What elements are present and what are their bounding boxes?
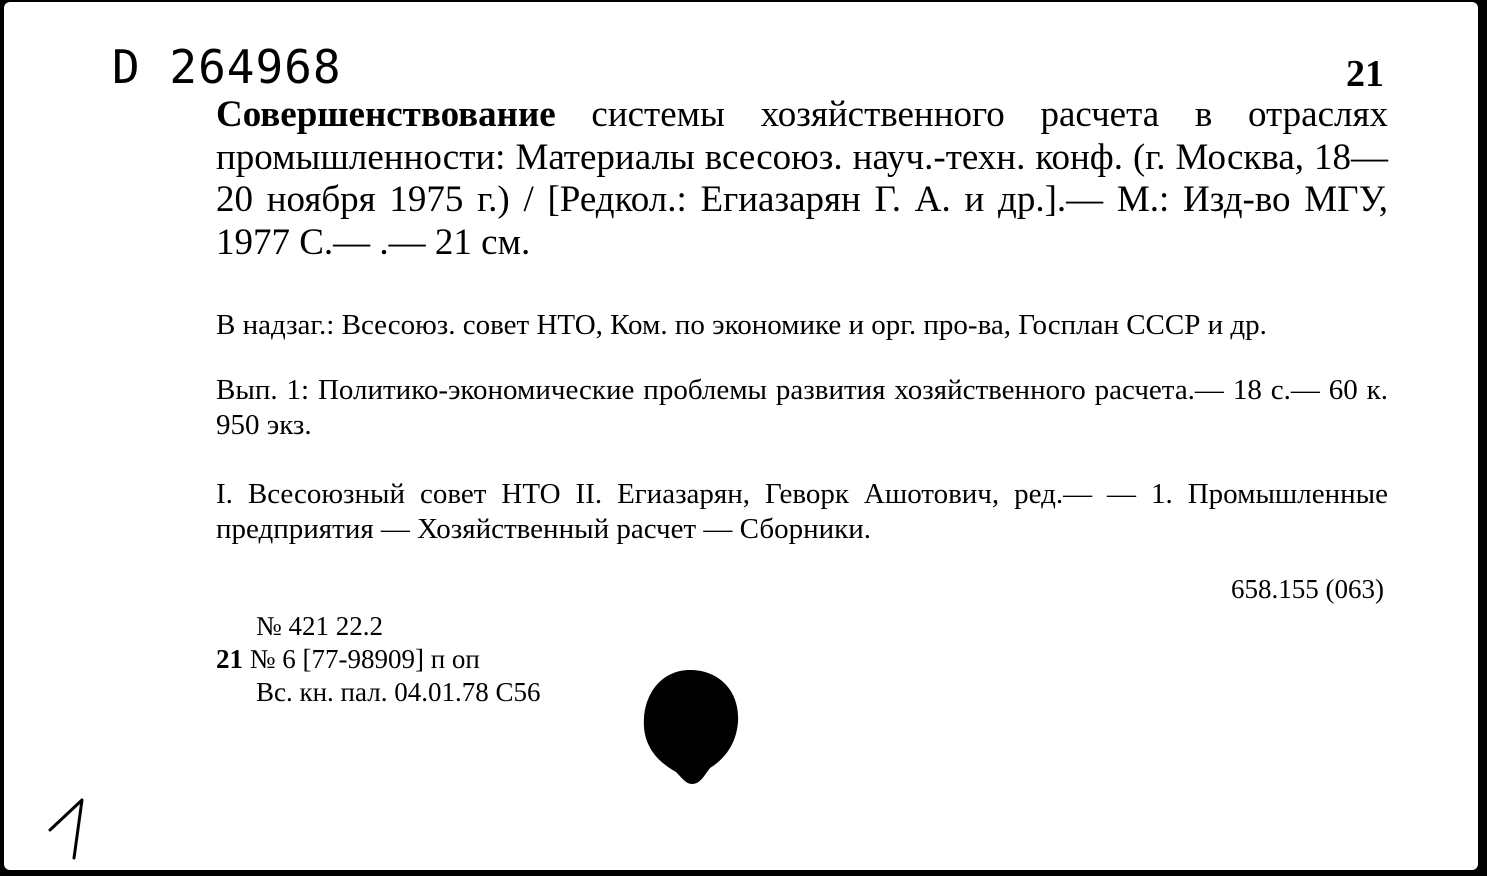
udc-code: 658.155 (063) [1231, 574, 1384, 604]
tech-line-2-lead: 21 [216, 644, 243, 674]
catalog-card [4, 2, 1478, 870]
title-lead: Совершенствование [216, 94, 556, 135]
description-text: системы хозяйственного расчета в отраслях промышленности: Материалы всесоюз. науч.-техн. конф. (г. Москва, 18—20 ноября 1975 г.) / [Редкол.: Егиазарян Г. А. и др.].— М.: Изд-во МГУ, 1977 С.— .— 21 см. [216, 94, 1388, 263]
call-number: D 264968 [112, 40, 342, 94]
ink-blot-icon [640, 666, 740, 786]
note-issuing-bodies: В надзаг.: Всесоюз. совет НТО, Ком. по экономике и орг. про-ва, Госплан СССР и др. [216, 309, 1267, 341]
bibliographic-description [216, 94, 1388, 264]
tech-line-1: № 421 22.2 [256, 611, 384, 641]
page-number: 21 [1346, 53, 1384, 95]
note-volume: Вып. 1: Политико-экономические проблемы развития хозяйственного расчета.— 18 с.— 60 к. 950 экз. [216, 374, 1388, 441]
technical-data [216, 610, 540, 709]
handwritten-mark [42, 792, 102, 862]
tech-line-2-text: № 6 [77-98909] п оп [243, 644, 480, 674]
tech-line-2 [216, 643, 540, 676]
tech-line-3: Вс. кн. пал. 04.01.78 С56 [256, 677, 541, 707]
subject-headings: I. Всесоюзный совет НТО II. Егиазарян, Геворк Ашотович, ред.— — 1. Промышленные предприятия — Хозяйственный расчет — Сборники. [216, 478, 1388, 545]
